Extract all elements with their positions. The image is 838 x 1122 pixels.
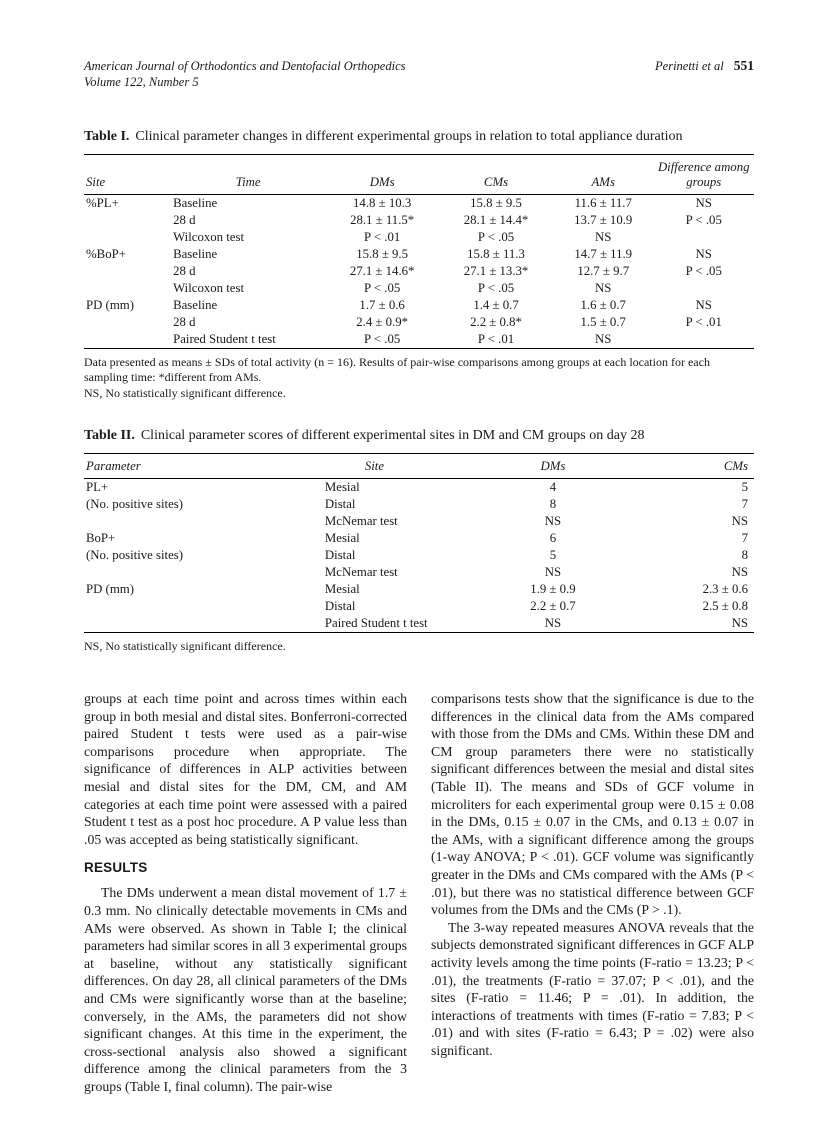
table-cell: NS: [595, 332, 612, 346]
table-cell: 28.1 ± 11.5*: [350, 213, 415, 227]
table-cell: [84, 615, 265, 633]
table-row: [84, 530, 754, 547]
table-cell: 8: [549, 497, 557, 511]
table-cell: [653, 229, 754, 246]
table-cell: NS: [731, 514, 748, 528]
table-cell: 15.8 ± 9.5: [356, 247, 409, 261]
table-cell: PD (mm): [86, 298, 134, 312]
table-cell: 8: [741, 548, 748, 562]
table-cell: 27.1 ± 14.6*: [349, 264, 415, 278]
table-cell: P < .01: [477, 332, 515, 346]
paragraph: The DMs underwent a mean distal movement of 1.7 ± 0.3 mm. No clinically detectable movements in CMs and AMs were observed. As shown in Table I; the clinical parameters had similar scores in all 3 experimental groups at baseline, without any statistically significant differences. On day 28, all clinical parameters of the DMs and CMs were significantly worse than at the baseline; conversely, in the AMs, the parameters did not show significant changes. At this time in the experiment, the cross-sectional analysis also showed a significant difference among the clinical parameters from the 3 groups (Table I, final column). The pair-wise: [84, 885, 407, 1094]
table2: [84, 453, 754, 633]
table-cell: 1.6 ± 0.7: [580, 298, 626, 312]
table-row: [84, 581, 754, 598]
table-cell: 28.1 ± 14.4*: [463, 213, 529, 227]
table-cell: 11.6 ± 11.7: [574, 196, 632, 210]
table-cell: [84, 263, 171, 280]
table-cell: NS: [595, 281, 612, 295]
table-row: [84, 246, 754, 263]
column-header: Time: [235, 175, 261, 189]
table-cell: 5: [741, 480, 748, 494]
table-cell: NS: [544, 616, 562, 630]
table-cell: 1.7 ± 0.6: [359, 298, 405, 312]
table-cell: 2.5 ± 0.8: [702, 599, 748, 613]
table-cell: Baseline: [173, 196, 218, 210]
table-header-row: [84, 155, 754, 195]
table1: [84, 154, 754, 349]
table1-label: Table I.: [84, 129, 130, 144]
journal-title: American Journal of Orthodontics and Dentofacial Orthopedics: [84, 59, 406, 73]
table-cell: [653, 280, 754, 297]
table-cell: [653, 331, 754, 349]
column-header: Site: [86, 175, 106, 189]
table-cell: 2.3 ± 0.6: [702, 582, 748, 596]
table-cell: NS: [695, 298, 712, 312]
left-column: [84, 690, 407, 1095]
column-header: DMs: [540, 459, 566, 473]
table-cell: 1.9 ± 0.9: [530, 582, 576, 596]
table-cell: 14.7 ± 11.9: [574, 247, 633, 261]
journal-info: [84, 58, 406, 90]
table-cell: P < .05: [477, 281, 515, 295]
journal-volume: Volume 122, Number 5: [84, 75, 199, 89]
table-cell: Mesial: [324, 480, 360, 494]
table-cell: NS: [731, 565, 748, 579]
table-cell: Distal: [324, 548, 356, 562]
table-cell: 28 d: [173, 315, 196, 329]
table-cell: NS: [731, 616, 748, 630]
table-cell: [84, 331, 171, 349]
table-cell: 5: [549, 548, 557, 562]
table2-footnotes: [84, 639, 754, 654]
column-header: CMs: [723, 459, 748, 473]
table-row: [84, 229, 754, 246]
table-cell: Distal: [324, 599, 356, 613]
table-row: [84, 297, 754, 314]
table-cell: 7: [741, 531, 748, 545]
table-cell: 28 d: [173, 213, 196, 227]
table-cell: NS: [544, 565, 562, 579]
table-cell: [84, 314, 171, 331]
table-cell: PD (mm): [86, 582, 134, 596]
table2-caption-text: Clinical parameter scores of different experimental sites in DM and CM groups on day 28: [140, 428, 645, 443]
table-row: [84, 280, 754, 297]
table-row: [84, 615, 754, 633]
table-cell: BoP+: [86, 531, 116, 545]
column-header: Site: [364, 459, 385, 473]
table-cell: Paired Student t test: [173, 332, 276, 346]
running-head: [655, 58, 754, 74]
table-row: [84, 598, 754, 615]
table-cell: Baseline: [173, 298, 218, 312]
table-row: [84, 212, 754, 229]
column-header: DMs: [369, 175, 395, 189]
table1-caption: [84, 128, 754, 146]
table1-footnotes: [84, 355, 754, 401]
table-cell: NS: [595, 230, 612, 244]
table-cell: 6: [549, 531, 557, 545]
table-cell: 1.4 ± 0.7: [473, 298, 519, 312]
table-cell: 4: [549, 480, 557, 494]
table-cell: 14.8 ± 10.3: [353, 196, 412, 210]
article-body: [84, 690, 754, 1095]
table-cell: (No. positive sites): [86, 548, 184, 562]
table-header-row: [84, 454, 754, 479]
footnote: Data presented as means ± SDs of total activity (n = 16). Results of pair-wise comparisons among groups at each location for each sampling time: *different from AMs.: [84, 355, 710, 384]
table2-label: Table II.: [84, 428, 135, 443]
table-cell: 13.7 ± 10.9: [574, 213, 633, 227]
table-cell: Distal: [324, 497, 356, 511]
column-header: Parameter: [86, 459, 141, 473]
table-cell: 2.2 ± 0.7: [530, 599, 576, 613]
table1-caption-text: Clinical parameter changes in different experimental groups in relation to total appliance duration: [135, 129, 683, 144]
table-cell: %BoP+: [86, 247, 126, 261]
table-cell: NS: [544, 514, 562, 528]
table-cell: NS: [695, 247, 712, 261]
table-row: [84, 331, 754, 349]
table-row: [84, 195, 754, 213]
footnote: NS, No statistically significant difference.: [84, 386, 286, 400]
table-cell: [84, 598, 265, 615]
column-header: AMs: [591, 175, 615, 189]
table-cell: 15.8 ± 9.5: [470, 196, 522, 210]
table-cell: Mesial: [324, 531, 360, 545]
table-cell: 1.5 ± 0.7: [580, 315, 626, 329]
right-column: [431, 690, 754, 1095]
table-row: [84, 513, 754, 530]
table-cell: P < .05: [364, 332, 401, 346]
table-row: [84, 479, 754, 497]
table-row: [84, 496, 754, 513]
paragraph: The 3-way repeated measures ANOVA reveals that the subjects demonstrated significant differences in GCF ALP activity levels among the time points (F-ratio = 13.23; P < .01), the treatments (F-ratio = 37.07; P < .01), and the sites (F-ratio = 11.46; P = .01). In addition, the interactions of treatments with times (F-ratio = 7.83; P < .01) and with sites (F-ratio = 6.43; P = .02) were also significant.: [431, 919, 754, 1058]
table-cell: NS: [695, 196, 712, 210]
table-cell: [84, 212, 171, 229]
table-cell: Wilcoxon test: [173, 281, 245, 295]
table-cell: 7: [741, 497, 748, 511]
table-cell: 28 d: [173, 264, 196, 278]
authors: Perinetti et al: [655, 59, 724, 73]
table-cell: %PL+: [86, 196, 119, 210]
table-cell: 2.2 ± 0.8*: [470, 315, 522, 329]
table-cell: Paired Student t test: [324, 616, 428, 630]
paragraph: comparisons tests show that the significance is due to the differences in the clinical data from the AMs compared with those from the DMs and CMs. Within these DM and CM group parameters there were no statistically significant differences between the mesial and distal sites (Table II). The means and SDs of GCF volume in microliters for each experimental group were 0.15 ± 0.08 in the DMs, 0.15 ± 0.07 in the CMs, and 0.13 ± 0.07 in the AMs, with a significant difference among the groups (1-way ANOVA; P < .01). GCF volume was significantly greater in the DMs and CMs compared with the AMs (P < .01), but there was no statistical difference between GCF volumes from the DMs and the CMs (P > .1).: [431, 691, 754, 918]
table-row: [84, 263, 754, 280]
table-cell: P < .05: [364, 281, 401, 295]
paragraph: groups at each time point and across times within each group in both mesial and distal sites. Bonferroni-corrected paired Student t tests were used as a pair-wise comparisons procedure when appropriate. The significance of differences in ALP activities between mesial and distal sites for the DM, CM, and AM categories at each time point were assessed with a paired Student t test as a post hoc procedure. A P value less than .05 was accepted as being statistically significant.: [84, 691, 407, 847]
table-cell: 27.1 ± 13.3*: [463, 264, 529, 278]
table-cell: [84, 564, 265, 581]
footnote: NS, No statistically significant difference.: [84, 639, 286, 653]
page-number: 551: [733, 58, 754, 73]
page-header: [84, 58, 754, 90]
table-cell: McNemar test: [324, 565, 398, 579]
table-cell: Baseline: [173, 247, 218, 261]
table-row: [84, 564, 754, 581]
column-header: CMs: [483, 175, 509, 189]
table-cell: 15.8 ± 11.3: [467, 247, 525, 261]
column-header: Difference among groups: [657, 160, 750, 189]
table-cell: P < .05: [685, 264, 722, 278]
table-cell: P < .05: [685, 213, 722, 227]
table-cell: (No. positive sites): [86, 497, 184, 511]
table-cell: P < .01: [364, 230, 401, 244]
table-cell: P < .01: [685, 315, 722, 329]
results-heading: RESULTS: [84, 860, 148, 876]
table-cell: 12.7 ± 9.7: [577, 264, 630, 278]
table-cell: P < .05: [477, 230, 515, 244]
table-cell: McNemar test: [324, 514, 398, 528]
table-cell: Wilcoxon test: [173, 230, 245, 244]
table-cell: [84, 513, 265, 530]
table-cell: 2.4 ± 0.9*: [356, 315, 409, 329]
table-row: [84, 314, 754, 331]
table2-caption: [84, 427, 754, 445]
table-cell: Mesial: [324, 582, 360, 596]
table-row: [84, 547, 754, 564]
table-cell: [84, 229, 171, 246]
table-cell: [84, 280, 171, 297]
table-cell: PL+: [86, 480, 109, 494]
